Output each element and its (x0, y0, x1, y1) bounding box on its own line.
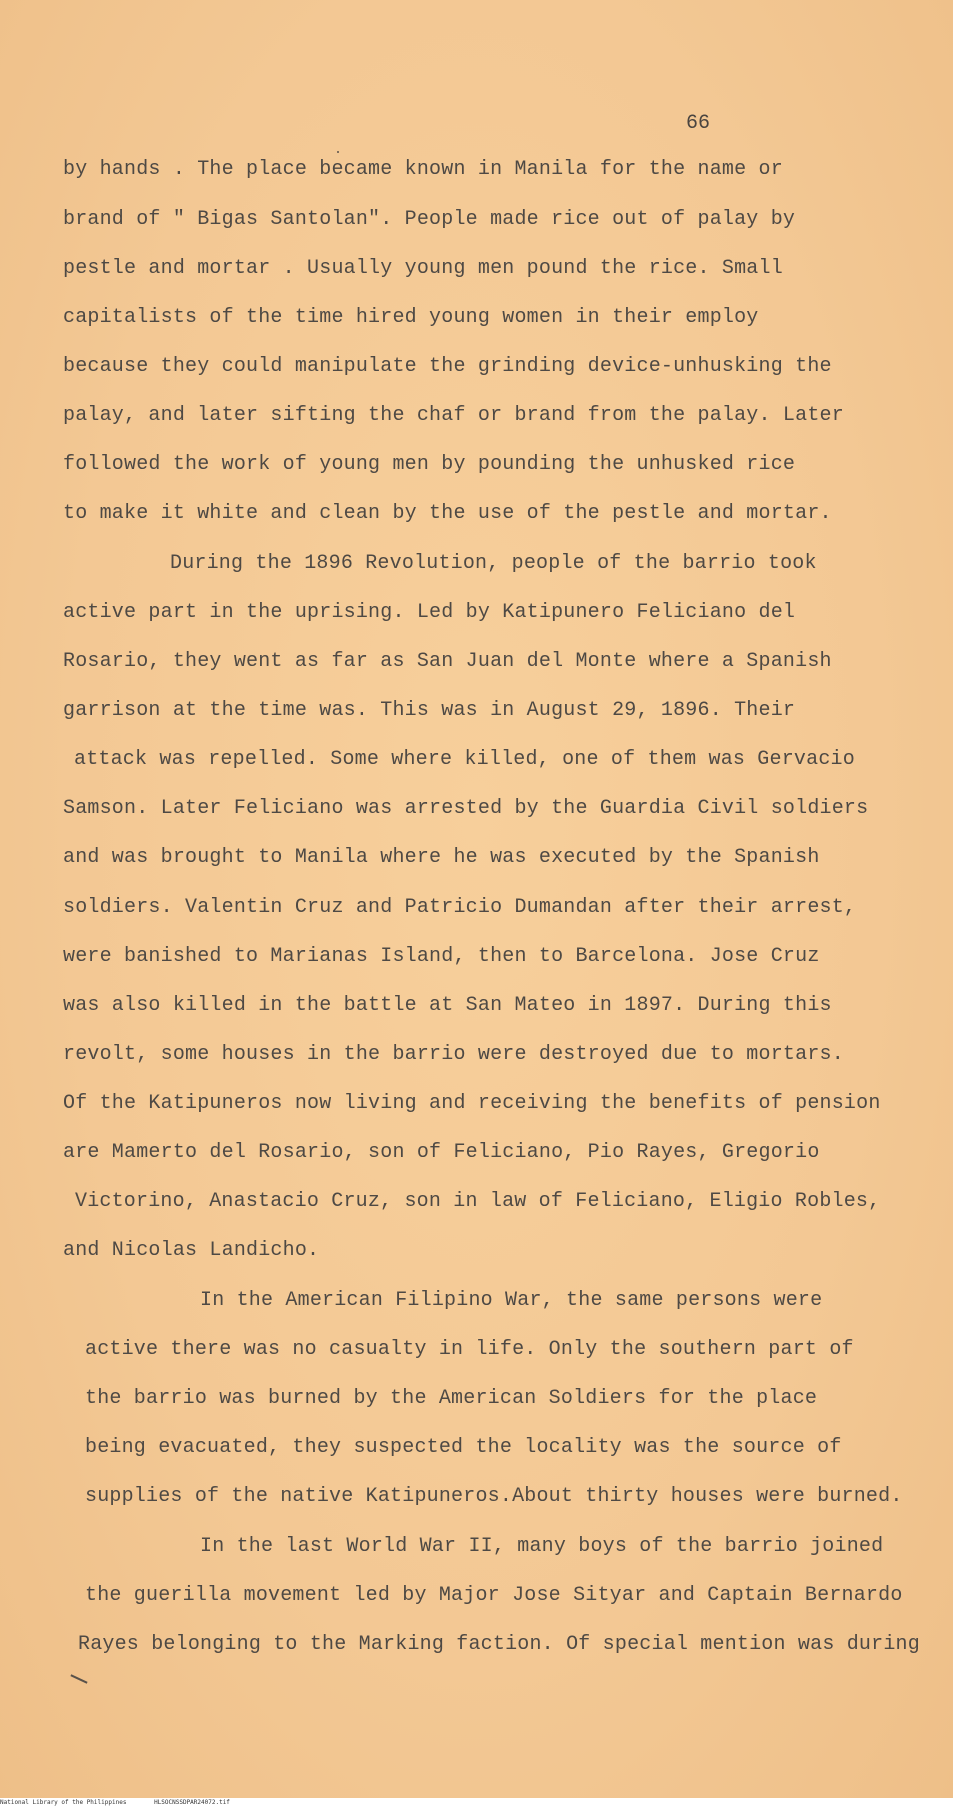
text-line: In the American Filipino War, the same persons were (200, 1289, 823, 1312)
page-number: 66 (686, 112, 711, 135)
text-line: Samson. Later Feliciano was arrested by the Guardia Civil soldiers (63, 797, 869, 820)
text-line: and was brought to Manila where he was executed by the Spanish (63, 846, 820, 869)
text-line: supplies of the native Katipuneros.About thirty houses were burned. (85, 1485, 903, 1508)
text-line: because they could manipulate the grinding device-unhusking the (63, 355, 832, 378)
text-line: are Mamerto del Rosario, son of Feliciano, Pio Rayes, Gregorio (63, 1141, 820, 1164)
text-line: capitalists of the time hired young women in their employ (63, 306, 759, 329)
text-line: and Nicolas Landicho. (63, 1239, 320, 1262)
text-line: garrison at the time was. This was in August 29, 1896. Their (63, 699, 796, 722)
text-line: pestle and mortar . Usually young men pound the rice. Small (63, 257, 783, 280)
text-line: by hands . The place became known in Manila for the name or (63, 158, 783, 181)
text-line: active part in the uprising. Led by Katipunero Feliciano del (63, 601, 796, 624)
text-line: the guerilla movement led by Major Jose Sityar and Captain Bernardo (85, 1584, 903, 1607)
text-line: In the last World War II, many boys of the barrio joined (200, 1535, 884, 1558)
footer-library: National Library of the Philippines (0, 1799, 127, 1806)
text-line: Victorino, Anastacio Cruz, son in law of Feliciano, Eligio Robles, (75, 1190, 881, 1213)
text-line: brand of " Bigas Santolan". People made rice out of palay by (63, 208, 796, 231)
footer-file: HLSOCNSSDPAR24072.tif (154, 1799, 230, 1806)
text-line: active there was no casualty in life. Only the southern part of (85, 1338, 854, 1361)
text-line: Of the Katipuneros now living and receiving the benefits of pension (63, 1092, 881, 1115)
text-line: to make it white and clean by the use of the pestle and mortar. (63, 502, 832, 525)
text-line: being evacuated, they suspected the locality was the source of (85, 1436, 842, 1459)
text-line: During the 1896 Revolution, people of the barrio took (170, 552, 817, 575)
text-line: Rayes belonging to the Marking faction. Of special mention was during (78, 1633, 920, 1656)
text-line: was also killed in the battle at San Mateo in 1897. During this (63, 994, 832, 1017)
pen-mark (70, 1674, 87, 1683)
text-line: followed the work of young men by pounding the unhusked rice (63, 453, 796, 476)
speck-mark (337, 151, 339, 153)
scan-footer (0, 1798, 953, 1808)
text-line: Rosario, they went as far as San Juan del Monte where a Spanish (63, 650, 832, 673)
text-line: the barrio was burned by the American Soldiers for the place (85, 1387, 818, 1410)
text-line: revolt, some houses in the barrio were destroyed due to mortars. (63, 1043, 844, 1066)
text-line: attack was repelled. Some where killed, one of them was Gervacio (74, 748, 855, 771)
text-line: soldiers. Valentin Cruz and Patricio Dumandan after their arrest, (63, 896, 857, 919)
text-line: were banished to Marianas Island, then to Barcelona. Jose Cruz (63, 945, 820, 968)
text-line: palay, and later sifting the chaf or brand from the palay. Later (63, 404, 844, 427)
